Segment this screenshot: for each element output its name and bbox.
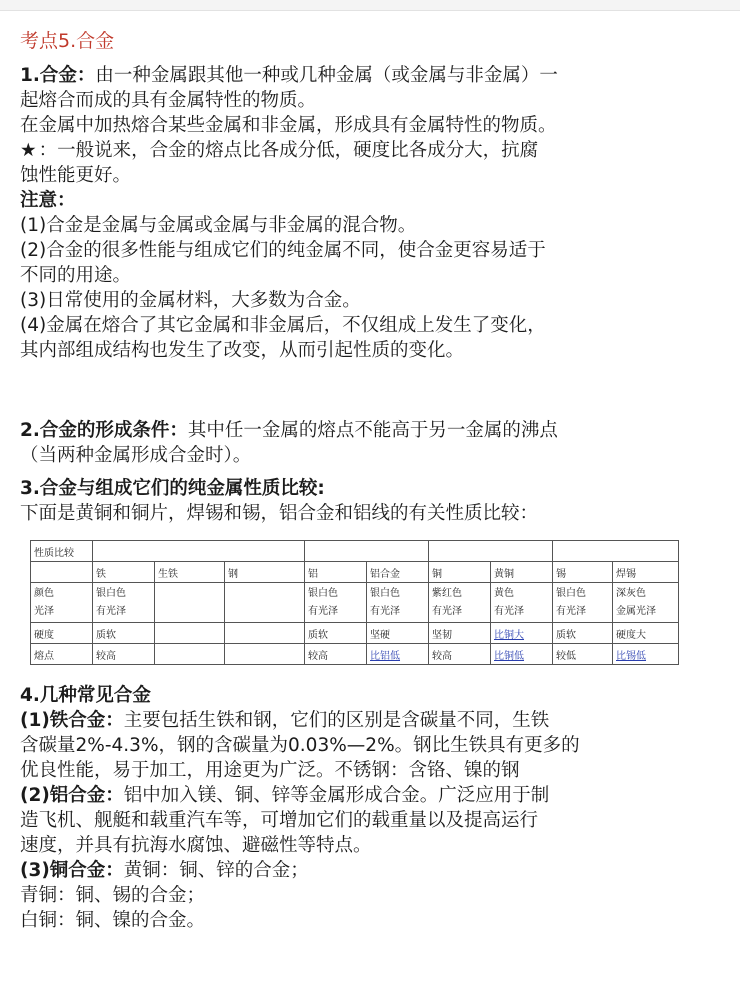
note-item: (1)合金是金属与金属或金属与非金属的混合物。 (20, 215, 417, 236)
heading-alloy: 1.合金： (20, 65, 96, 86)
star-icon: ★ (20, 140, 37, 161)
table-cell: 坚硬 (367, 623, 429, 644)
comparison-table (30, 540, 679, 665)
table-cell: 黄色 有光泽 (491, 583, 553, 623)
table-cell: 较高 (429, 644, 491, 665)
heading-comparison: 3.合金与组成它们的纯金属性质比较: (20, 478, 325, 499)
table-row (31, 644, 679, 665)
table-cell: 坚韧 (429, 623, 491, 644)
table-header-cell: 铁 (93, 562, 155, 583)
note-heading: 注意： (20, 190, 76, 211)
heading-copper-alloy: (3)铜合金： (20, 860, 124, 881)
table-cell (155, 583, 225, 623)
table-header-cell: 黄铜 (491, 562, 553, 583)
heading-aluminum-alloy: (2)铝合金： (20, 785, 124, 806)
table-title-row (31, 541, 679, 562)
table-cell: 银白色 有光泽 (305, 583, 367, 623)
section-common-alloys (20, 683, 725, 933)
paragraph-line: 白铜：铜、镍的合金。 (20, 910, 206, 931)
section-formation-conditions (20, 418, 725, 468)
note-item: (2)合金的很多性能与组成它们的纯金属不同，使合金更容易适于 (20, 240, 546, 261)
paragraph-line: （当两种金属形成合金时）。 (20, 445, 252, 466)
table-header-cell: 铝合金 (367, 562, 429, 583)
table-cell: 银白色 有光泽 (367, 583, 429, 623)
heading-common-alloys: 4.几种常见合金 (20, 685, 151, 706)
table-header-cell: 生铁 (155, 562, 225, 583)
table-row (31, 583, 679, 623)
table-cell: 较低 (553, 644, 613, 665)
heading-formation: 2.合金的形成条件： (20, 420, 188, 441)
table-header-cell: 锡 (553, 562, 613, 583)
table-header-cell: 钢 (225, 562, 305, 583)
paragraph-line: (2)铝合金：铝中加入镁、铜、锌等金属形成合金。广泛应用于制 (20, 785, 550, 806)
table-cell: 质软 (553, 623, 613, 644)
table-cell: 硬度大 (613, 623, 679, 644)
note-item: (3)日常使用的金属材料，大多数为合金。 (20, 290, 361, 311)
note-item: (4)金属在熔合了其它金属和非金属后，不仅组成上发生了变化， (20, 315, 546, 336)
row-label-hardness: 硬度 (31, 623, 93, 644)
paragraph-line: (1)铁合金：主要包括生铁和钢，它们的区别是含碳量不同，生铁 (20, 710, 550, 731)
table-header-cell: 焊锡 (613, 562, 679, 583)
paragraph-line: 造飞机、舰艇和载重汽车等，可增加它们的载重量以及提高运行 (20, 810, 539, 831)
paragraph-line: (3)铜合金：黄铜：铜、锌的合金； (20, 860, 309, 881)
table-cell: 较高 (305, 644, 367, 665)
table-cell (225, 583, 305, 623)
table-cell: 较高 (93, 644, 155, 665)
table-cell (155, 623, 225, 644)
table-corner-cell: 性质比较 (31, 541, 93, 562)
heading-iron-alloy: (1)铁合金： (20, 710, 124, 731)
table-cell-link[interactable]: 比铜低 (491, 644, 553, 665)
table-cell: 质软 (93, 623, 155, 644)
table-cell: 银白色 有光泽 (553, 583, 613, 623)
paragraph-line: 1.合金：由一种金属跟其他一种或几种金属（或金属与非金属）一 (20, 65, 558, 86)
paragraph-line: ★ ：一般说来，合金的熔点比各成分低，硬度比各成分大，抗腐 (20, 140, 539, 161)
paragraph-line: 速度，并具有抗海水腐蚀、避磁性等特点。 (20, 835, 372, 856)
table-cell: 深灰色 金属光泽 (613, 583, 679, 623)
paragraph-line: 2.合金的形成条件：其中任一金属的熔点不能高于另一金属的沸点 (20, 420, 558, 441)
row-label-color: 颜色 光泽 (31, 583, 93, 623)
table-cell-link[interactable]: 比铝低 (367, 644, 429, 665)
paragraph-line: 优良性能，易于加工，用途更为广泛。不锈钢：含铬、镍的钢 (20, 760, 520, 781)
table-cell: 银白色 有光泽 (93, 583, 155, 623)
table-header-row (31, 562, 679, 583)
note-item: 其内部组成结构也发生了改变，从而引起性质的变化。 (20, 340, 465, 361)
paragraph-line: 青铜：铜、锡的合金； (20, 885, 206, 906)
table-cell: 紫红色 有光泽 (429, 583, 491, 623)
table-cell: 质软 (305, 623, 367, 644)
table-cell (225, 623, 305, 644)
paragraph-line: 起熔合而成的具有金属特性的物质。 (20, 90, 317, 111)
row-label-melting-point: 熔点 (31, 644, 93, 665)
table-cell (225, 644, 305, 665)
paragraph-line: 含碳量2%-4.3%，钢的含碳量为0.03%—2%。钢比生铁具有更多的 (20, 735, 580, 756)
section-title: 考点5.合金 (20, 30, 115, 52)
table-cell-link[interactable]: 比铜大 (491, 623, 553, 644)
paragraph-line: 在金属中加热熔合某些金属和非金属，形成具有金属特性的物质。 (20, 115, 557, 136)
table-cell (155, 644, 225, 665)
paragraph-line: 下面是黄铜和铜片，焊锡和锡，铝合金和铝线的有关性质比较： (20, 503, 539, 524)
paragraph-line: 蚀性能更好。 (20, 165, 132, 186)
table-header-cell: 铝 (305, 562, 367, 583)
note-item: 不同的用途。 (20, 265, 132, 286)
table-row (31, 623, 679, 644)
section-alloy-definition (20, 63, 725, 363)
table-cell-link[interactable]: 比锡低 (613, 644, 679, 665)
section-property-comparison (20, 476, 725, 526)
table-header-cell: 铜 (429, 562, 491, 583)
